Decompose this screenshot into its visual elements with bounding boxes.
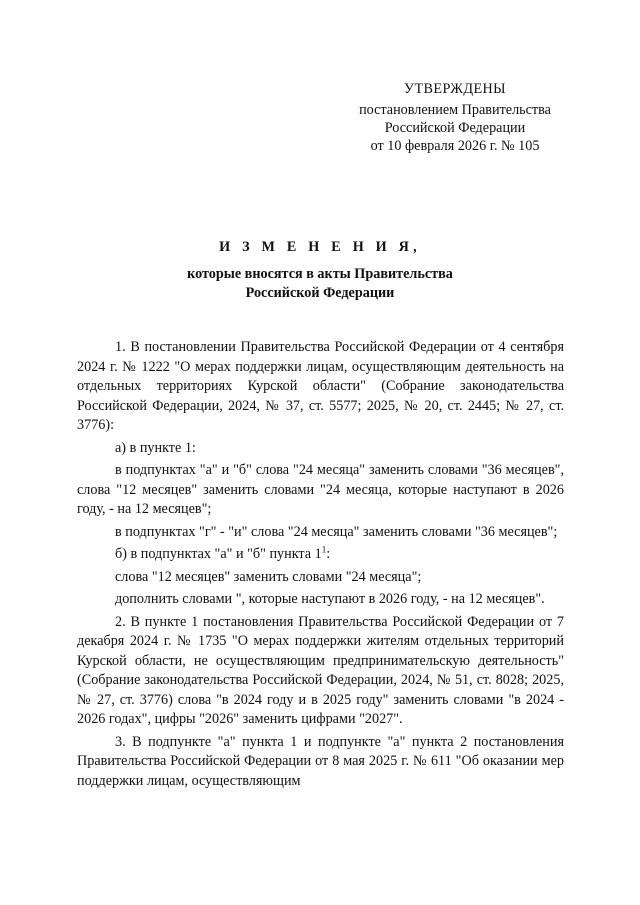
title-main: И З М Е Н Е Н И Я, xyxy=(219,239,421,255)
paragraph-1a-item-2: в подпунктах "г" - "и" слова "24 месяца" заменить словами "36 месяцев"; xyxy=(115,523,558,540)
paragraph-1b-item-1: слова "12 месяцев" заменить словами "24 месяца"; xyxy=(115,568,422,585)
paragraph-1: 1. В постановлении Правительства Российской Федерации от 4 сентября 2024 г. № 1222 "О мерах поддержки лицам, осуществляющим деятельность на отдельных территориях Курской области" (Собрание законодательства Российской Федерации, 2024, № 37, ст. 5577; 2025, № 20, ст. 2445; № 27, ст. 3776): xyxy=(77,339,564,433)
approval-line-1: постановлением Правительства xyxy=(359,102,551,118)
approval-heading: УТВЕРЖДЕНЫ xyxy=(404,81,506,97)
approval-line-3: от 10 февраля 2026 г. № 105 xyxy=(370,138,540,154)
paragraph-1a-item-1: в подпунктах "а" и "б" слова "24 месяца" заменить словами "36 месяцев", слова "12 месяцев" заменить словами "24 месяца, которые наступают в 2026 году, - на 12 месяцев"; xyxy=(77,462,564,517)
document-body xyxy=(77,338,564,794)
paragraph-2: 2. В пункте 1 постановления Правительства Российской Федерации от 7 декабря 2024 г. № 1735 "О мерах поддержки жителям отдельных территорий Курской области, не осуществляющим предпринимательскую деятельность" (Собрание законодательства Российской Федерации, 2024, № 51, ст. 8028; 2025, № 27, ст. 3776) слова "в 2024 году и в 2025 году" заменить словами "в 2024 - 2026 годах", цифры "2026" заменить цифрами "2027". xyxy=(77,613,564,727)
paragraph-1b-superscript: 1 xyxy=(321,544,327,555)
paragraph-1b xyxy=(77,545,564,565)
paragraph-1a: а) в пункте 1: xyxy=(115,439,196,456)
approval-line-2: Российской Федерации xyxy=(384,120,526,136)
paragraph-1b-item-2: дополнить словами ", которые наступают в 2026 году, - на 12 месяцев". xyxy=(115,591,545,607)
paragraph-1b-end: : xyxy=(326,546,331,562)
approval-stamp xyxy=(330,80,580,155)
document-title xyxy=(60,238,580,303)
paragraph-1b-text: б) в подпунктах "а" и "б" пункта 1 xyxy=(115,546,322,562)
title-subtitle-line-2: Российской Федерации xyxy=(245,285,395,301)
title-subtitle-line-1: которые вносятся в акты Правительства xyxy=(187,266,453,282)
paragraph-3: 3. В подпункте "а" пункта 1 и подпункте "а" пункта 2 постановления Правительства Российской Федерации от 8 мая 2025 г. № 611 "Об оказании мер поддержки лицам, осуществляющим xyxy=(77,733,564,789)
